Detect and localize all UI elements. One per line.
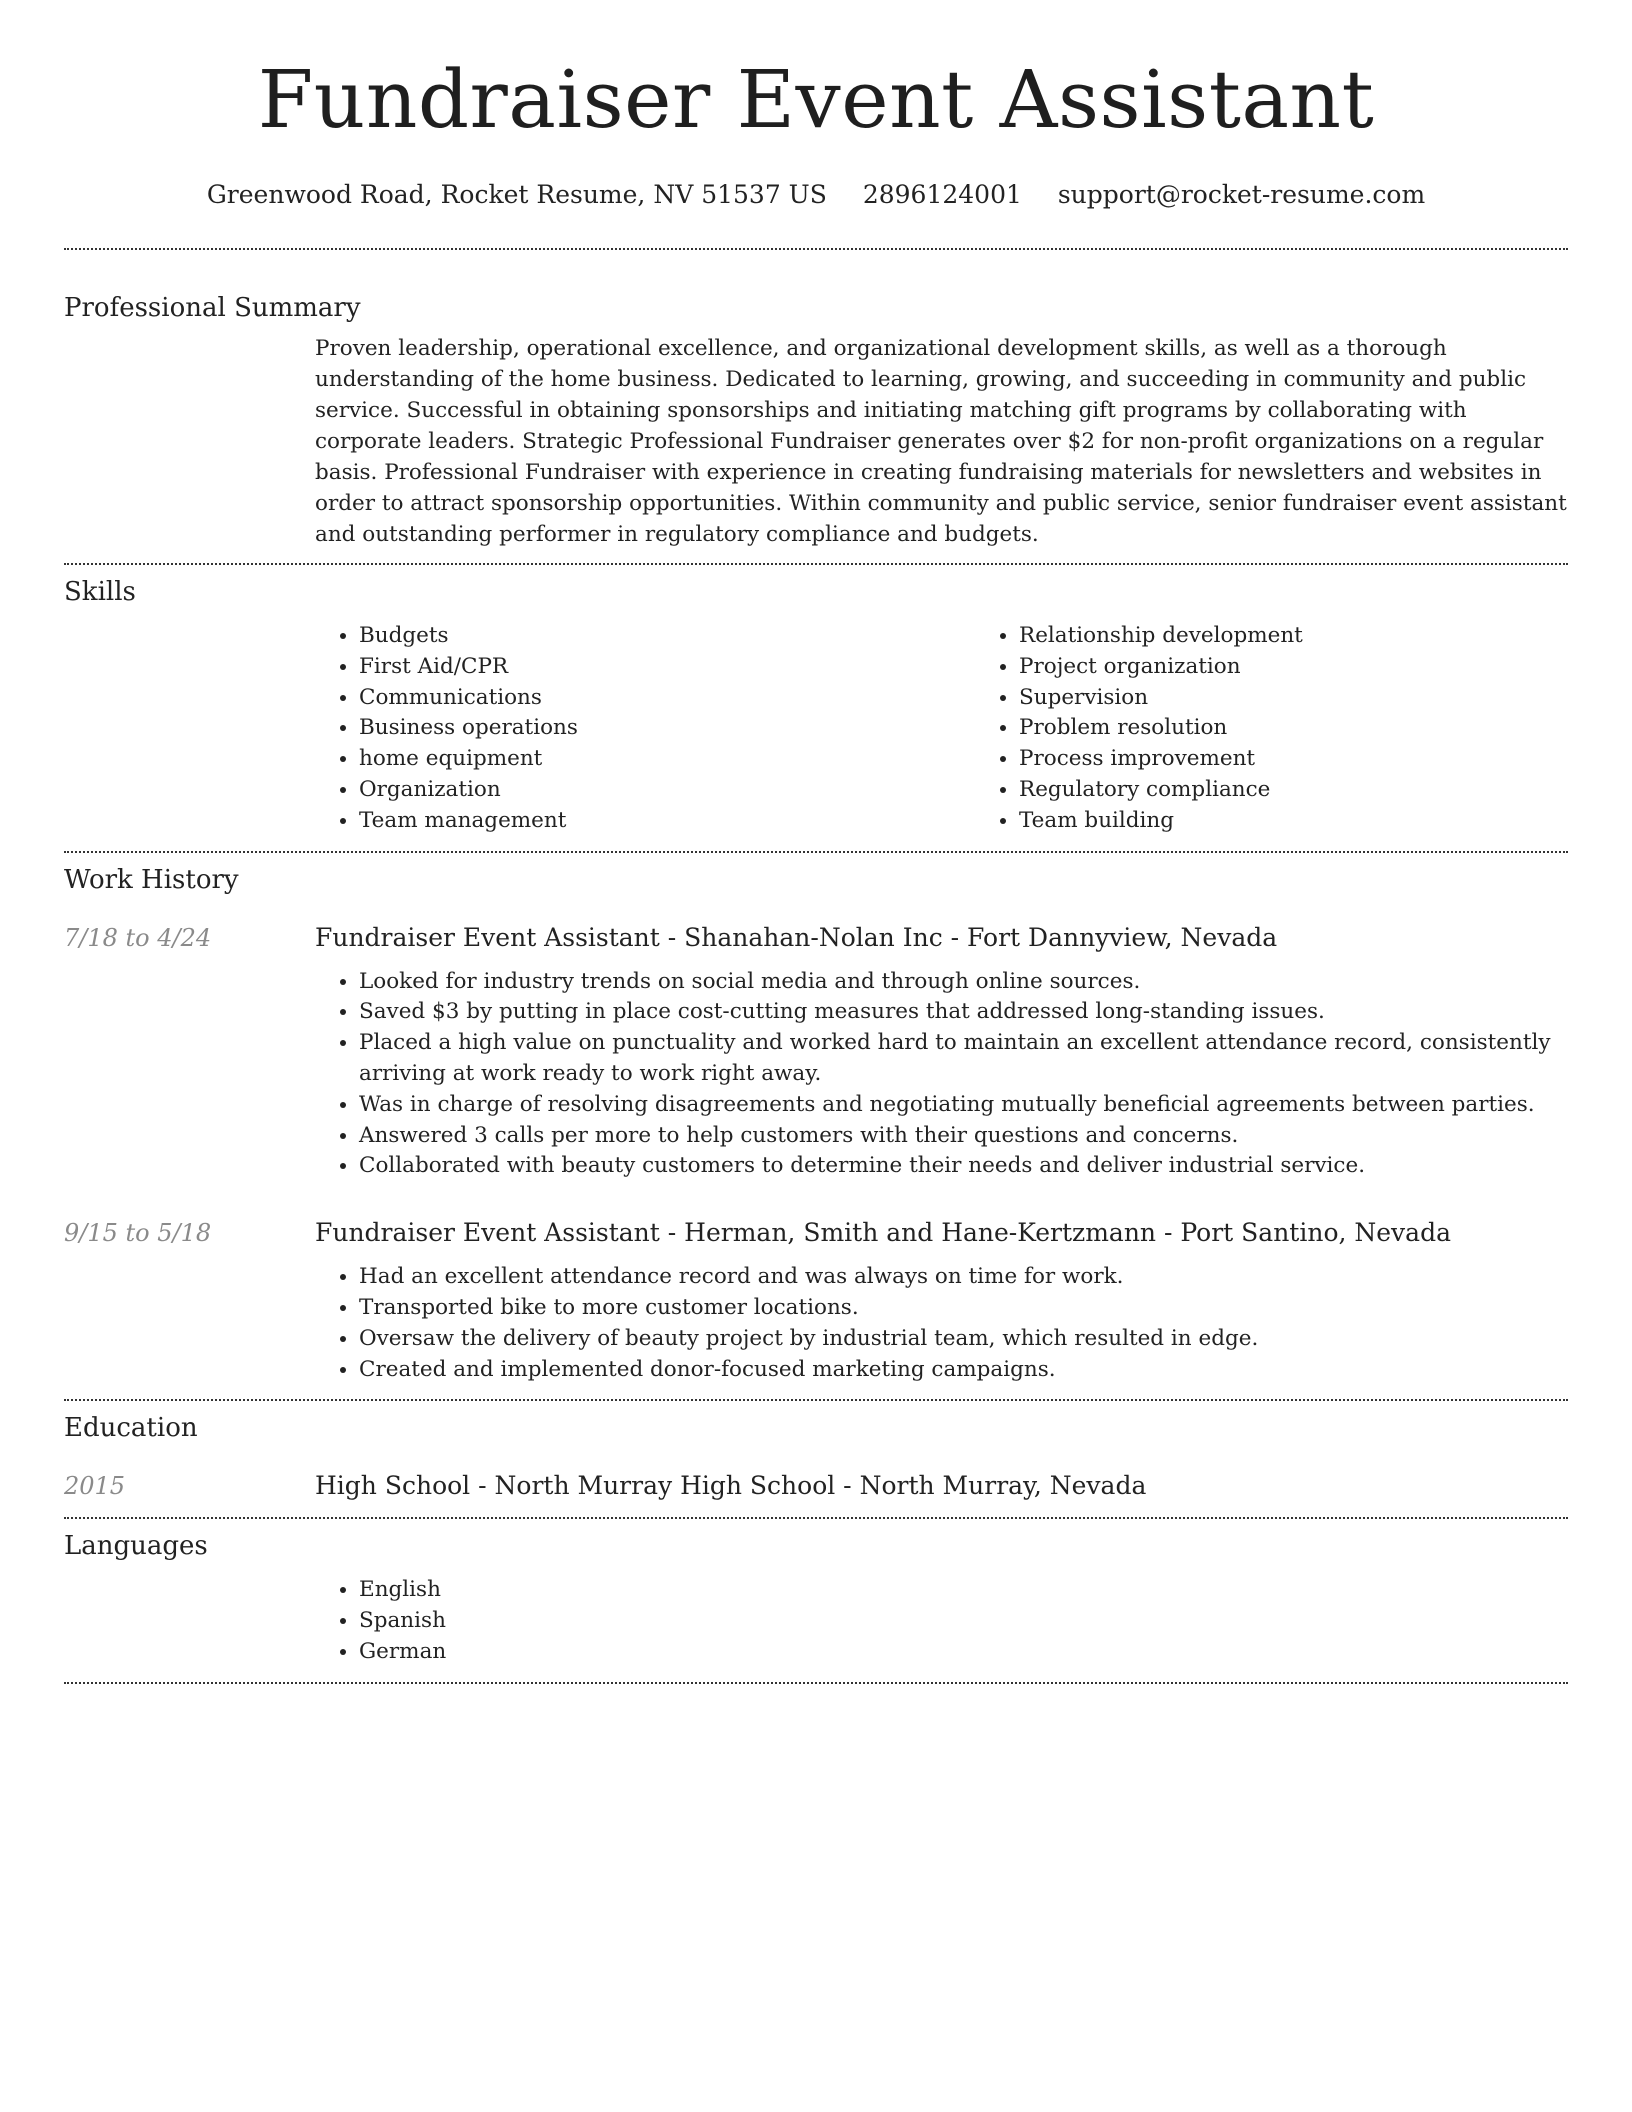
job-dates: 7/18 to 4/24	[64, 923, 212, 952]
list-item: • Team management	[359, 806, 975, 837]
work-heading: Work History	[64, 864, 239, 895]
skills-section	[64, 565, 1568, 837]
contact-email: support@rocket-resume.com	[1057, 180, 1426, 209]
job-bullets	[315, 1262, 1568, 1385]
list-item: • Business operations	[359, 713, 975, 744]
job-heading: Fundraiser Event Assistant - Herman, Smith and Hane-Kertzmann - Port Santino, Nevada	[315, 1218, 1451, 1248]
summary-section	[64, 250, 1568, 550]
skills-heading: Skills	[64, 577, 136, 607]
skills-list-right	[975, 621, 1632, 837]
list-item: • Transported bike to more customer locations.	[359, 1293, 1568, 1324]
list-item: • Looked for industry trends on social media and through online sources.	[359, 967, 1568, 998]
languages-list	[315, 1575, 1568, 1667]
job-entry	[64, 921, 1568, 1183]
list-item: • Process improvement	[1019, 744, 1632, 775]
list-item: • Spanish	[359, 1606, 1568, 1637]
list-item: • Budgets	[359, 621, 975, 652]
languages-heading: Languages	[64, 1531, 208, 1562]
list-item: • home equipment	[359, 744, 975, 775]
job-heading: Fundraiser Event Assistant - Shanahan-Nolan Inc - Fort Dannyview, Nevada	[315, 922, 1278, 952]
list-item: • Problem resolution	[1019, 713, 1632, 744]
list-item: • Answered 3 calls per more to help customers with their questions and concerns.	[359, 1121, 1568, 1152]
list-item: • Supervision	[1019, 683, 1632, 714]
job-dates: 9/15 to 5/18	[64, 1219, 212, 1248]
list-item: • Was in charge of resolving disagreements and negotiating mutually beneficial agreements between parties.	[359, 1090, 1568, 1121]
work-section	[64, 853, 1568, 1386]
education-section	[64, 1401, 1568, 1503]
list-item: • Organization	[359, 775, 975, 806]
list-item: • Project organization	[1019, 652, 1632, 683]
education-year: 2015	[64, 1472, 126, 1501]
list-item: • Relationship development	[1019, 621, 1632, 652]
education-heading-line: High School - North Murray High School - North Murray, Nevada	[315, 1471, 1147, 1501]
list-item: • English	[359, 1575, 1568, 1606]
summary-text: Proven leadership, operational excellence, and organizational development skills, as well as a thorough understanding of the home business. Dedicated to learning, growing, and succeeding in community and public service. Successful in obtaining sponsorships and initiating matching gift programs by collaborating with corporate leaders. Strategic Professional Fundraiser generates over $2 for non-profit organizations on a regular basis. Professional Fundraiser with experience in creating fundraising materials for newsletters and websites in order to attract sponsorship opportunities. Within community and public service, senior fundraiser event assistant and outstanding performer in regulatory compliance and budgets.	[315, 336, 1567, 547]
list-item: • Regulatory compliance	[1019, 775, 1632, 806]
candidate-name: Fundraiser Event Assistant	[257, 53, 1375, 146]
list-item: • Oversaw the delivery of beauty project by industrial team, which resulted in edge.	[359, 1324, 1568, 1355]
languages-section	[64, 1519, 1568, 1667]
list-item: • Placed a high value on punctuality and worked hard to maintain an excellent attendance record, consistently arriving at work ready to work right away.	[359, 1028, 1568, 1090]
list-item: • Collaborated with beauty customers to determine their needs and deliver industrial service.	[359, 1151, 1568, 1182]
job-entry	[64, 1216, 1568, 1385]
contact-line	[64, 178, 1568, 212]
divider	[64, 1682, 1568, 1684]
contact-phone: 2896124001	[862, 180, 1022, 209]
education-entry	[64, 1469, 1568, 1503]
contact-address: Greenwood Road, Rocket Resume, NV 51537 US	[206, 180, 827, 209]
list-item: • Created and implemented donor-focused marketing campaigns.	[359, 1355, 1568, 1386]
list-item: • First Aid/CPR	[359, 652, 975, 683]
list-item: • Saved $3 by putting in place cost-cutting measures that addressed long-standing issues.	[359, 997, 1568, 1028]
list-item: • German	[359, 1637, 1568, 1668]
list-item: • Had an excellent attendance record and was always on time for work.	[359, 1262, 1568, 1293]
job-bullets	[315, 967, 1568, 1183]
summary-heading: Professional Summary	[64, 293, 361, 323]
education-heading: Education	[64, 1413, 198, 1444]
skills-list-left	[315, 621, 975, 837]
list-item: • Team building	[1019, 806, 1632, 837]
list-item: • Communications	[359, 683, 975, 714]
